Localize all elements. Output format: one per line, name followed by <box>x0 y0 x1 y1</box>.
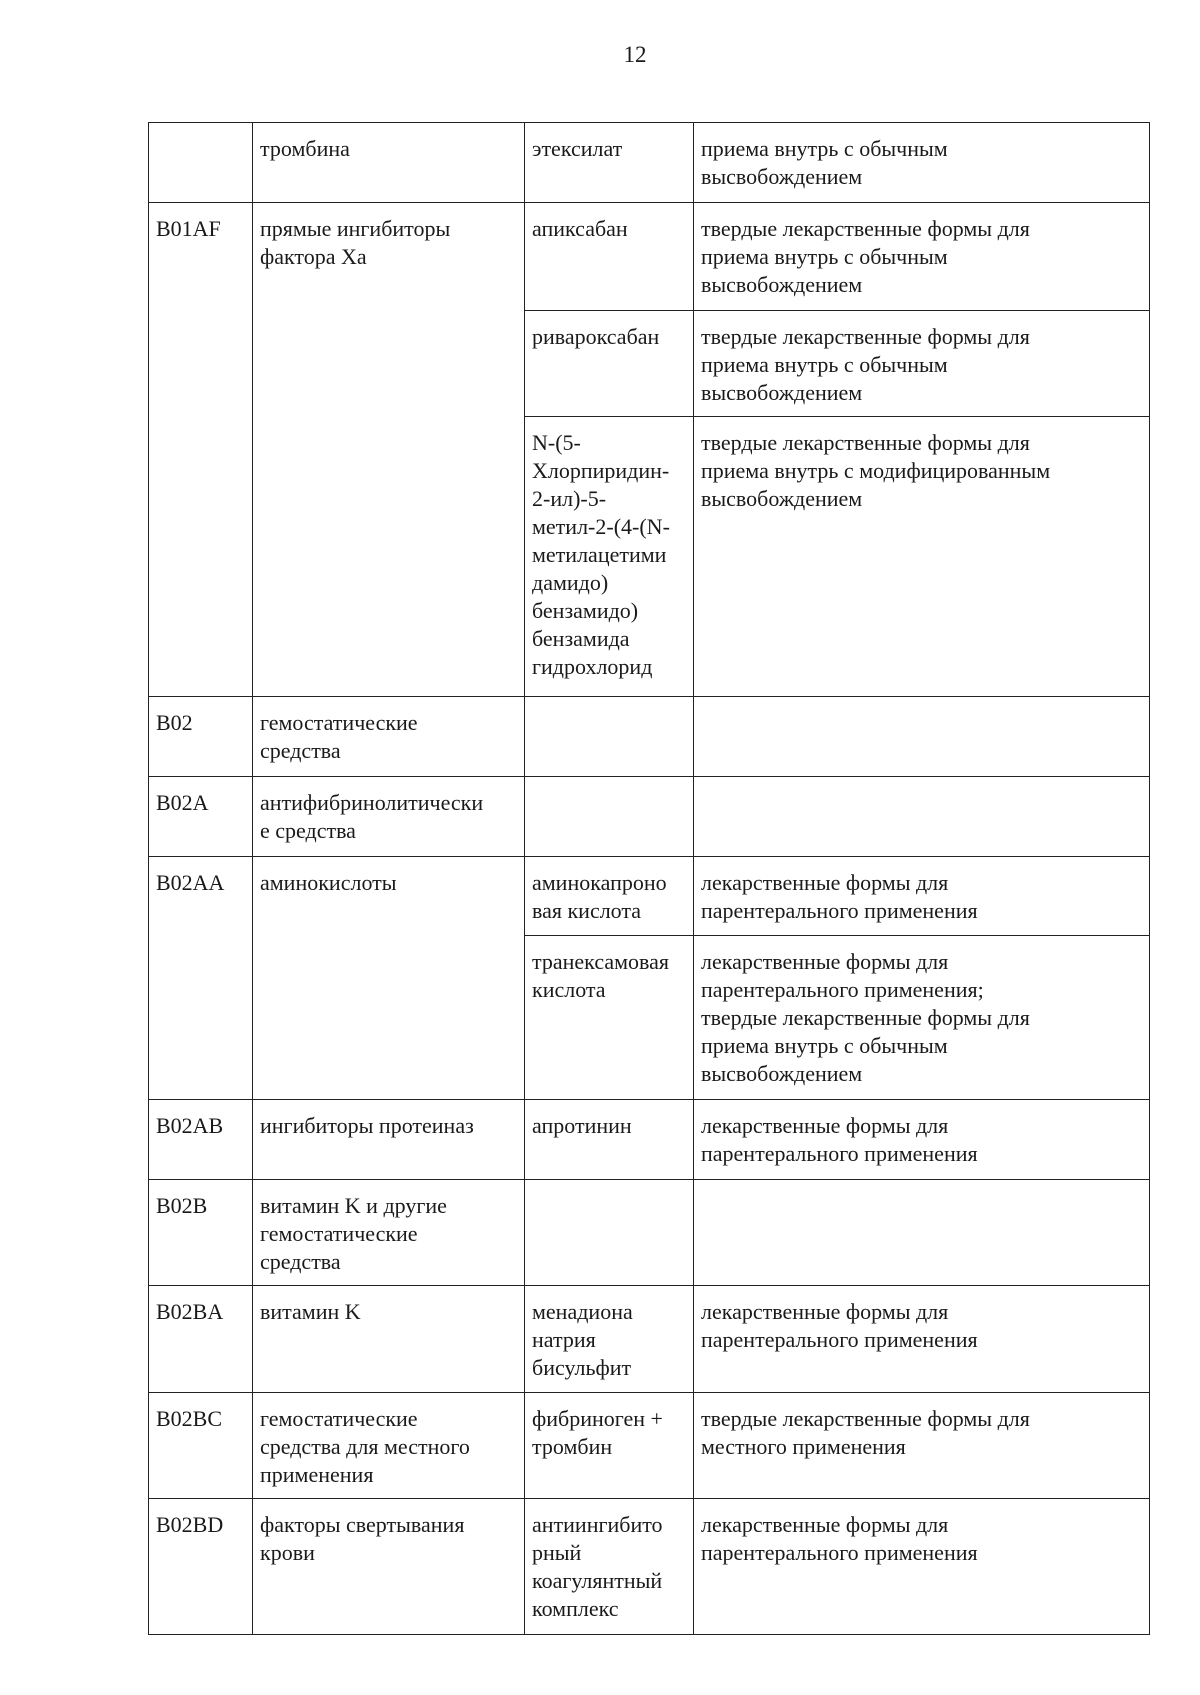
drug-cell: апиксабан <box>525 203 694 311</box>
group-cell: аминокислоты <box>253 857 525 1100</box>
atc-code-cell: B02B <box>149 1180 253 1286</box>
table-row <box>149 1286 1150 1393</box>
group-cell: ингибиторы протеиназ <box>253 1100 525 1180</box>
group-cell: витамин K и другие гемостатические средства <box>253 1180 525 1286</box>
group-cell: факторы свертывания крови <box>253 1499 525 1635</box>
dosage-form-cell: твердые лекарственные формы для местного применения <box>694 1393 1150 1499</box>
drug-cell <box>525 777 694 857</box>
dosage-form-cell: твердые лекарственные формы для приема внутрь с обычным высвобождением <box>694 203 1150 311</box>
drug-cell: N-(5- Хлорпиридин- 2-ил)-5- метил-2-(4-(N- метилацетими дамидо) бензамидо) бензамида гидрохлорид <box>525 417 694 697</box>
group-cell: антифибринолитически е средства <box>253 777 525 857</box>
dosage-form-cell: приема внутрь с обычным высвобождением <box>694 123 1150 203</box>
group-cell: гемостатические средства <box>253 697 525 777</box>
table-row <box>149 1100 1150 1180</box>
atc-code-cell: B02BD <box>149 1499 253 1635</box>
drug-cell <box>525 1180 694 1286</box>
atc-code-cell <box>149 123 253 203</box>
dosage-form-cell: твердые лекарственные формы для приема внутрь с модифицированным высвобождением <box>694 417 1150 697</box>
table-row <box>149 123 1150 203</box>
dosage-form-cell <box>694 777 1150 857</box>
dosage-form-cell <box>694 1180 1150 1286</box>
atc-code-cell: B01AF <box>149 203 253 697</box>
drug-cell: апротинин <box>525 1100 694 1180</box>
drug-cell: аминокапроно вая кислота <box>525 857 694 936</box>
table-row <box>149 1499 1150 1635</box>
drug-cell <box>525 697 694 777</box>
drug-cell: транексамовая кислота <box>525 936 694 1100</box>
group-cell: витамин K <box>253 1286 525 1393</box>
dosage-form-cell: лекарственные формы для парентерального применения <box>694 1499 1150 1635</box>
table-row <box>149 1393 1150 1499</box>
dosage-form-cell: лекарственные формы для парентерального применения; твердые лекарственные формы для приема внутрь с обычным высвобождением <box>694 936 1150 1100</box>
drug-cell: менадиона натрия бисульфит <box>525 1286 694 1393</box>
table-row <box>149 203 1150 311</box>
atc-code-cell: B02AA <box>149 857 253 1100</box>
table-row <box>149 697 1150 777</box>
table-row <box>149 1180 1150 1286</box>
dosage-form-cell: лекарственные формы для парентерального применения <box>694 857 1150 936</box>
page-number: 12 <box>623 42 647 67</box>
dosage-form-cell: лекарственные формы для парентерального применения <box>694 1100 1150 1180</box>
drug-cell: этексилат <box>525 123 694 203</box>
atc-code-cell: B02 <box>149 697 253 777</box>
atc-code-cell: B02BC <box>149 1393 253 1499</box>
group-cell: прямые ингибиторы фактора Xa <box>253 203 525 697</box>
drug-classification-table <box>148 122 1150 1635</box>
atc-code-cell: B02BA <box>149 1286 253 1393</box>
table-row <box>149 777 1150 857</box>
dosage-form-cell: лекарственные формы для парентерального применения <box>694 1286 1150 1393</box>
group-cell: гемостатические средства для местного применения <box>253 1393 525 1499</box>
drug-cell: антиингибито рный коагулянтный комплекс <box>525 1499 694 1635</box>
group-cell: тромбина <box>253 123 525 203</box>
drug-cell: ривароксабан <box>525 311 694 417</box>
drug-cell: фибриноген + тромбин <box>525 1393 694 1499</box>
atc-code-cell: B02AB <box>149 1100 253 1180</box>
atc-code-cell: B02A <box>149 777 253 857</box>
table-row <box>149 857 1150 936</box>
dosage-form-cell: твердые лекарственные формы для приема внутрь с обычным высвобождением <box>694 311 1150 417</box>
dosage-form-cell <box>694 697 1150 777</box>
